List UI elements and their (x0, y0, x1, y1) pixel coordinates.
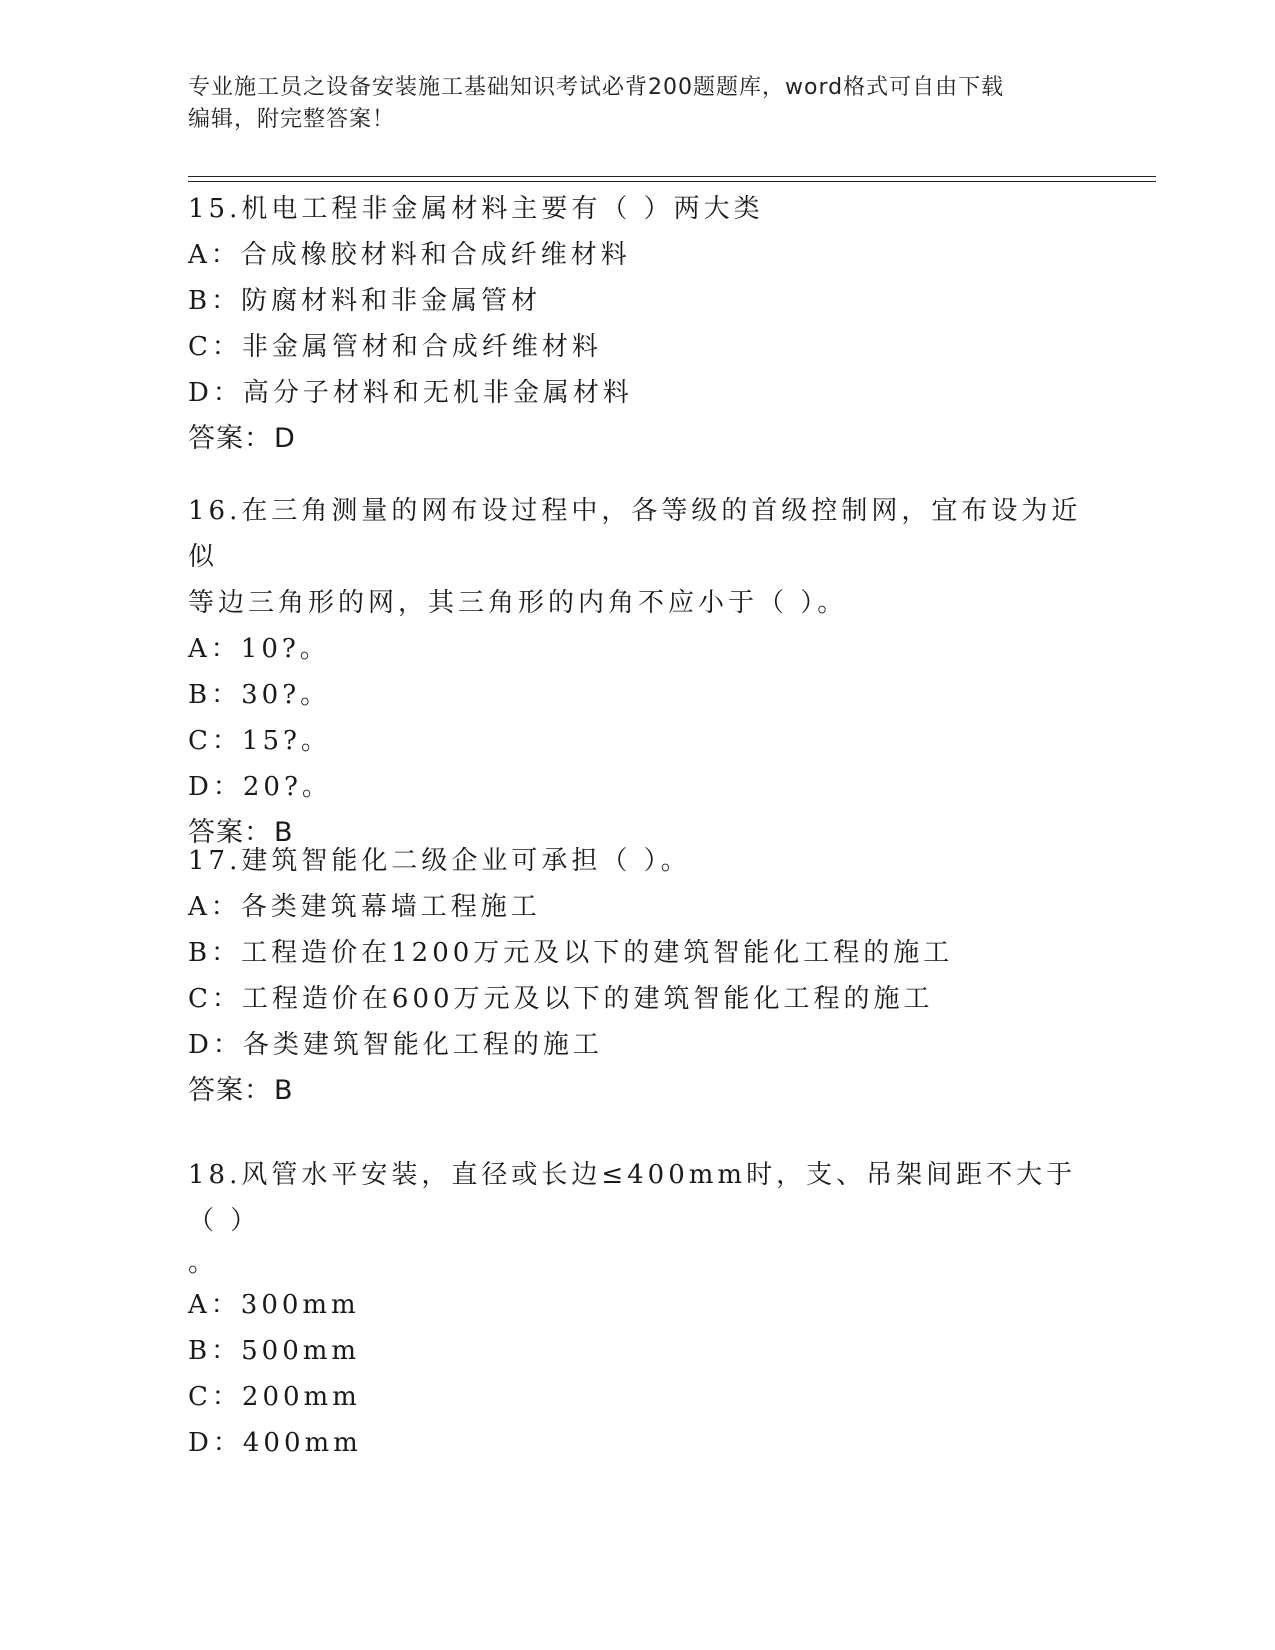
option-b (188, 672, 1088, 718)
option-text: 工程造价在600万元及以下的建筑智能化工程的施工 (241, 984, 934, 1014)
option-d (188, 764, 1088, 810)
answer-label: 答案： (188, 423, 272, 454)
option-text: 15?。 (241, 726, 331, 756)
question-stem-line-2: 。 (188, 1248, 219, 1278)
option-text: 300mm (240, 1290, 360, 1320)
option-d (188, 1420, 1088, 1466)
option-text: 各类建筑智能化工程的施工 (242, 1030, 603, 1060)
question-15 (188, 186, 1088, 462)
header-divider-bottom (188, 181, 1156, 182)
option-text: 合成橡胶材料和合成纤维材料 (240, 240, 631, 270)
header-divider-top (188, 176, 1156, 177)
option-label: A： (188, 892, 241, 922)
option-c (188, 976, 1088, 1022)
option-a (188, 232, 1088, 278)
answer-line (188, 1068, 1088, 1114)
option-text: 500mm (241, 1336, 361, 1366)
option-c (188, 1374, 1088, 1420)
option-label: D： (188, 1428, 243, 1458)
answer-value: B (274, 817, 294, 848)
header-line-1: 专业施工员之设备安装施工基础知识考试必背200题题库，word格式可自由下载 (188, 75, 1005, 100)
option-label: D： (188, 378, 243, 408)
option-d (188, 370, 1088, 416)
option-text: 20?。 (242, 772, 332, 802)
option-label: C： (188, 726, 242, 756)
option-text: 10?。 (240, 634, 330, 664)
option-text: 防腐材料和非金属管材 (241, 286, 542, 316)
option-text: 高分子材料和无机非金属材料 (242, 378, 633, 408)
option-label: C： (188, 984, 242, 1014)
answer-value: B (274, 1075, 294, 1106)
option-label: C： (188, 332, 242, 362)
option-label: D： (188, 1030, 243, 1060)
option-label: D： (188, 772, 243, 802)
question-stem-line-1: 18.风管水平安装，直径或长边≤400mm时，支、吊架间距不大于（ ） (188, 1160, 1077, 1236)
option-b (188, 1328, 1088, 1374)
option-label: A： (188, 1290, 241, 1320)
option-label: A： (188, 240, 241, 270)
question-16 (188, 488, 1088, 856)
answer-line (188, 416, 1088, 462)
option-d (188, 1022, 1088, 1068)
option-b (188, 930, 1088, 976)
option-label: B： (188, 286, 242, 316)
option-label: C： (188, 1382, 242, 1412)
option-text: 200mm (241, 1382, 361, 1412)
option-label: B： (188, 1336, 242, 1366)
answer-label: 答案： (188, 817, 272, 848)
option-a (188, 884, 1088, 930)
option-label: B： (188, 680, 242, 710)
option-label: B： (188, 938, 242, 968)
option-c (188, 324, 1088, 370)
question-stem-line-2: 等边三角形的网，其三角形的内角不应小于（ ）。 (188, 588, 848, 618)
answer-label: 答案： (188, 1075, 272, 1106)
option-c (188, 718, 1088, 764)
option-text: 工程造价在1200万元及以下的建筑智能化工程的施工 (241, 938, 954, 968)
option-text: 各类建筑幕墙工程施工 (240, 892, 541, 922)
question-17 (188, 838, 1088, 1114)
header-line-2: 编辑，附完整答案！ (188, 107, 396, 132)
answer-value: D (274, 423, 296, 454)
option-a (188, 1282, 1088, 1328)
option-text: 30?。 (241, 680, 331, 710)
option-a (188, 626, 1088, 672)
option-text: 400mm (242, 1428, 362, 1458)
option-label: A： (188, 634, 241, 664)
document-header (188, 72, 1088, 136)
question-stem-line-1: 16.在三角测量的网布设过程中，各等级的首级控制网，宜布设为近似 (188, 496, 1082, 572)
option-text: 非金属管材和合成纤维材料 (241, 332, 602, 362)
option-b (188, 278, 1088, 324)
question-stem: 15.机电工程非金属材料主要有（ ）两大类 (188, 194, 764, 224)
question-18 (188, 1152, 1088, 1466)
question-stem: 17.建筑智能化二级企业可承担（ ）。 (188, 846, 691, 876)
